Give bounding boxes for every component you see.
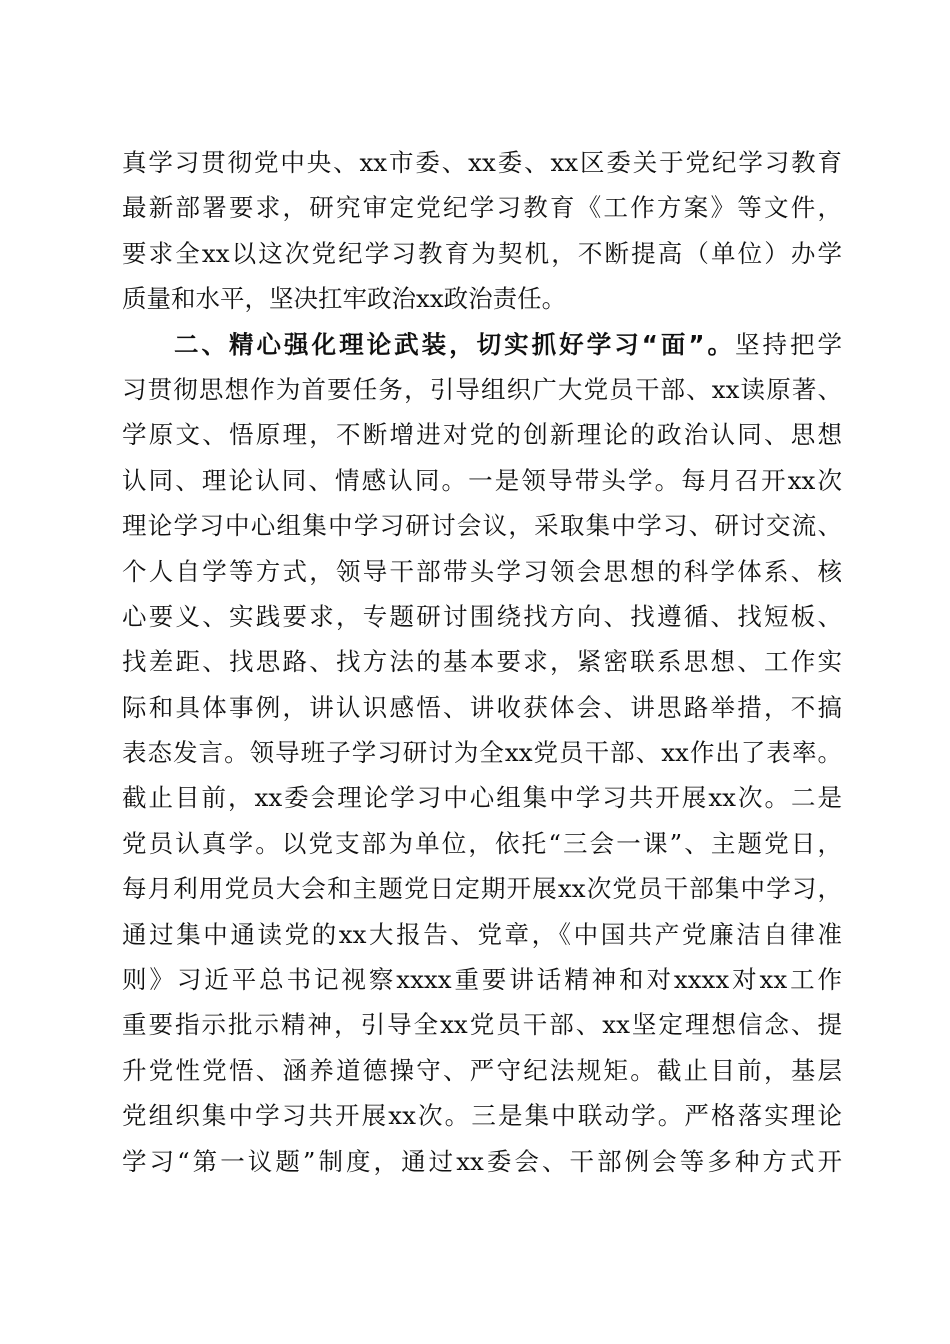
text-line: 截止目前，xx委会理论学习中心组集中学习共开展xx次。二是 [122,783,842,813]
text-line: 质量和水平，坚决扛牢政治xx政治责任。 [122,284,567,314]
text-line: 找差距、找思路、找方法的基本要求，紧密联系思想、工作实 [122,647,842,677]
paragraph-2 [122,322,842,1184]
section-heading: 二、精心强化理论武装，切实抓好学习“面”。 [171,329,735,359]
text-line: 理论学习中心组集中学习研讨会议，采取集中学习、研讨交流、 [122,511,842,541]
text-line: 个人自学等方式，领导干部带头学习领会思想的科学体系、核 [122,556,842,586]
text-line: 升党性党悟、涵养道德操守、严守纪法规矩。截止目前，基层 [122,1055,842,1085]
paragraph-1 [122,140,842,322]
text-line: 党员认真学。以党支部为单位，依托“三会一课”、主题党日， [122,828,842,858]
heading-continuation: 坚持把学 [734,329,843,359]
paragraph-2-first-line [122,322,842,367]
text-line: 表态发言。领导班子学习研讨为全xx党员干部、xx作出了表率。 [122,738,842,768]
text-line: 重要指示批示精神，引导全xx党员干部、xx坚定理想信念、提 [122,1010,842,1040]
text-line: 心要义、实践要求，专题研讨围绕找方向、找遵循、找短板、 [122,601,842,631]
text-line: 最新部署要求，研究审定党纪学习教育《工作方案》等文件， [122,193,842,223]
text-line: 学原文、悟原理，不断增进对党的创新理论的政治认同、思想 [122,420,842,450]
text-line: 要求全xx以这次党纪学习教育为契机，不断提高（单位）办学 [122,238,842,268]
text-line: 学习“第一议题”制度，通过xx委会、干部例会等多种方式开 [122,1146,842,1176]
text-line: 则》习近平总书记视察xxxx重要讲话精神和对xxxx对xx工作 [122,965,842,995]
text-line: 际和具体事例，讲认识感悟、讲收获体会、讲思路举措，不搞 [122,692,842,722]
text-line: 习贯彻思想作为首要任务，引导组织广大党员干部、xx读原著、 [122,374,842,404]
text-line: 每月利用党员大会和主题党日定期开展xx次党员干部集中学习， [122,874,842,904]
text-line: 真学习贯彻党中央、xx市委、xx委、xx区委关于党纪学习教育 [122,148,842,177]
text-line: 通过集中通读党的xx大报告、党章，《中国共产党廉洁自律准 [122,919,842,949]
body-text [122,140,842,1184]
text-line: 党组织集中学习共开展xx次。三是集中联动学。严格落实理论 [122,1101,842,1131]
text-line: 认同、理论认同、情感认同。一是领导带头学。每月召开xx次 [122,465,842,495]
